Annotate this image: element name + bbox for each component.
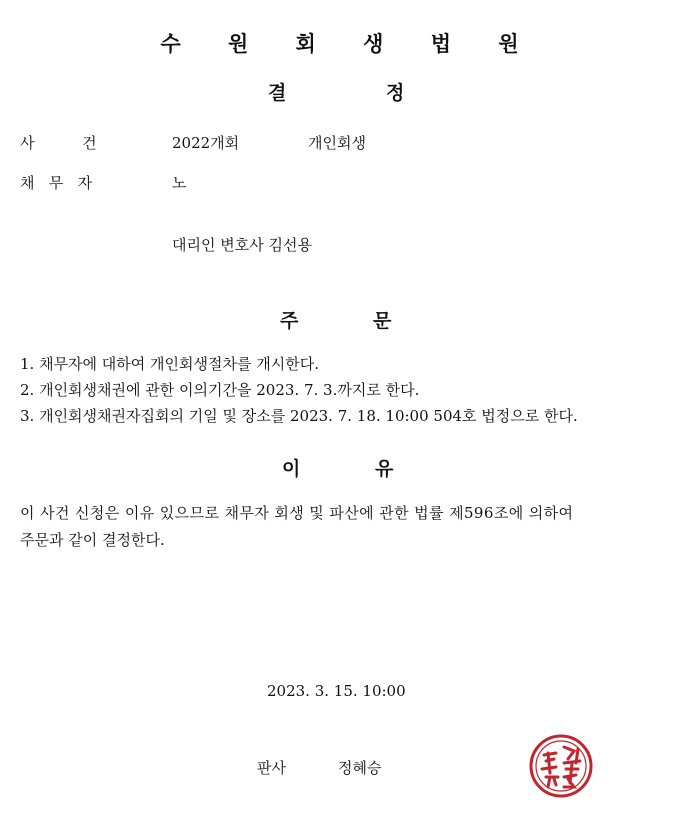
court-seal-icon xyxy=(528,733,594,799)
order-heading-left: 주 xyxy=(280,310,299,332)
case-number: 2022개회 xyxy=(172,134,240,152)
case-name: 개인회생 xyxy=(308,134,366,152)
case-label: 사 건 xyxy=(20,134,97,152)
reason-line-1: 이 사건 신청은 이유 있으므로 채무자 회생 및 파산에 관한 법률 제596조에 의하여 xyxy=(20,504,574,522)
order-item-1: 1. 채무자에 대하여 개인회생절차를 개시한다. xyxy=(20,355,319,373)
order-item-3: 3. 개인회생채권자집회의 기일 및 장소를 2023. 7. 18. 10:00 504호 법정으로 한다. xyxy=(20,407,578,425)
order-item-2: 2. 개인회생채권에 관한 이의기간을 2023. 7. 3.까지로 한다. xyxy=(20,381,420,399)
doc-title-left: 결 xyxy=(268,82,287,104)
agent-line: 대리인 변호사 김선용 xyxy=(172,236,312,254)
debtor-label: 채 무 자 xyxy=(20,174,93,192)
doc-title-right: 정 xyxy=(386,82,405,104)
reason-line-2: 주문과 같이 결정한다. xyxy=(20,531,165,549)
debtor-name: 노 xyxy=(172,174,187,192)
order-heading-right: 문 xyxy=(373,310,392,332)
court-name: 수 원 회 생 법 원 xyxy=(160,32,539,56)
decision-date: 2023. 3. 15. 10:00 xyxy=(267,682,406,700)
judge-name: 정혜승 xyxy=(338,759,382,777)
judge-title: 판사 xyxy=(257,759,286,777)
reason-heading-right: 유 xyxy=(375,458,394,480)
reason-heading-left: 이 xyxy=(282,458,301,480)
